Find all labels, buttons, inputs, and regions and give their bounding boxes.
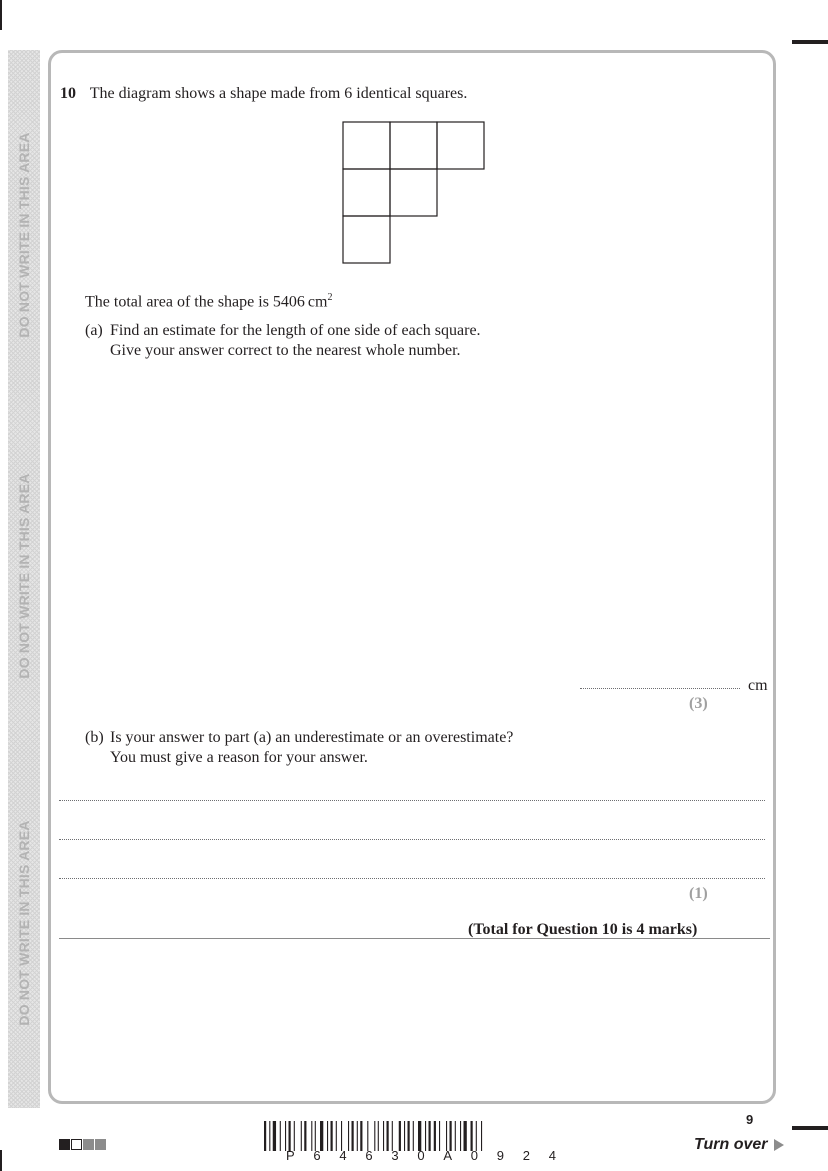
barcode-bar [404,1121,405,1151]
barcode-bar [273,1121,276,1151]
part-a-line1: Find an estimate for the length of one side of each square. [110,322,481,339]
part-b-line1: Is your answer to part (a) an underestimate or an overestimate? [110,729,514,746]
barcode-bar [408,1121,410,1151]
barcode-bar [294,1121,295,1151]
barcode-bar [311,1121,312,1151]
barcode-bar [460,1121,461,1151]
turn-over-label: Turn over [694,1136,768,1153]
barcode-digits [286,1148,556,1163]
page-number: 9 [746,1112,754,1127]
barcode [264,1121,564,1151]
page-marker-boxes [59,1139,106,1150]
barcode-bar [476,1121,477,1151]
barcode-bar [269,1121,270,1151]
area-unit-power: 2 [327,292,333,303]
barcode-bar [434,1121,436,1151]
barcode-bar [378,1121,379,1151]
crop-mark-top-right [792,40,828,44]
barcode-bar [315,1121,316,1151]
marker-box-2 [71,1139,82,1150]
barcode-bar [304,1121,306,1151]
barcode-bar [439,1121,440,1151]
barcode-bar [301,1121,302,1151]
barcode-bar [367,1121,368,1151]
part-a-answer-unit: cm [748,677,768,694]
part-b-label: (b) [85,729,104,746]
barcode-bar [360,1121,362,1151]
marker-box-3 [83,1139,94,1150]
barcode-bar [418,1121,421,1151]
barcode-digit: 4 [548,1148,556,1163]
barcode-digit: A [443,1148,453,1163]
crop-mark-bottom-right [792,1126,828,1130]
barcode-bar [450,1121,452,1151]
turn-over [694,1136,784,1154]
square-row2-col1 [343,169,390,216]
square-row2-col2 [390,169,437,216]
barcode-bar [327,1121,328,1151]
question-number: 10 [60,85,76,102]
part-b-answer-line-3[interactable] [59,878,765,879]
area-statement-text: The total area of the shape is 5406 [85,293,305,311]
square-row1-col1 [343,122,390,169]
marker-box-1 [59,1139,70,1150]
part-b-answer-line-1[interactable] [59,800,765,801]
barcode-bar [383,1121,384,1151]
barcode-bar [455,1121,456,1151]
barcode-digit: 4 [339,1148,347,1163]
square-row1-col2 [390,122,437,169]
question-intro: The diagram shows a shape made from 6 identical squares. [89,85,468,102]
barcode-bar [481,1121,482,1151]
barcode-bar [413,1121,414,1151]
barcode-bar [399,1121,401,1151]
total-marks: (Total for Question 10 is 4 marks) [468,921,698,938]
part-a-label: (a) [85,322,103,339]
part-b-answer-line-2[interactable] [59,839,765,840]
crop-mark-bottom-left [0,1150,2,1171]
part-b-line2: You must give a reason for your answer. [110,749,368,766]
square-row3-col1 [343,216,390,263]
question-heading [60,84,467,103]
crop-mark-top-left [0,0,2,30]
barcode-bar [446,1121,447,1151]
barcode-bar [320,1121,323,1151]
barcode-bar [464,1121,467,1151]
part-a-line2: Give your answer correct to the nearest whole number. [110,342,461,359]
barcode-digit: 6 [313,1148,321,1163]
barcode-bar [471,1121,473,1151]
marker-box-4 [95,1139,106,1150]
barcode-bar [289,1121,291,1151]
margin-notice-top: DO NOT WRITE IN THIS AREA [16,132,32,338]
total-divider [59,938,770,939]
barcode-digit: 0 [417,1148,425,1163]
play-arrow-icon [774,1139,784,1151]
barcode-bar [264,1121,266,1151]
area-unit: cm [307,293,328,311]
barcode-bar [374,1121,375,1151]
barcode-bar [336,1121,337,1151]
barcode-digit: 9 [496,1148,504,1163]
barcode-bar [280,1121,281,1151]
barcode-bar [387,1121,389,1151]
barcode-digit: 2 [522,1148,530,1163]
barcode-bar [341,1121,342,1151]
barcode-bar [348,1121,349,1151]
part-a-marks: (3) [689,695,708,712]
barcode-bar [352,1121,354,1151]
part-a-answer-line[interactable] [580,688,740,689]
part-b-marks: (1) [689,885,708,902]
barcode-bar [429,1121,431,1151]
square-row1-col3 [437,122,484,169]
area-statement [85,288,332,311]
barcode-bar [285,1121,286,1151]
margin-notice-bottom: DO NOT WRITE IN THIS AREA [16,820,32,1026]
barcode-bar [331,1121,333,1151]
barcode-bar [392,1121,393,1151]
barcode-digit: P [286,1148,295,1163]
barcode-bar [425,1121,426,1151]
margin-notice-middle: DO NOT WRITE IN THIS AREA [16,473,32,679]
barcode-bar [357,1121,358,1151]
barcode-digit: 3 [391,1148,399,1163]
barcode-digit: 6 [365,1148,373,1163]
barcode-digit: 0 [470,1148,478,1163]
squares-diagram [340,119,490,267]
